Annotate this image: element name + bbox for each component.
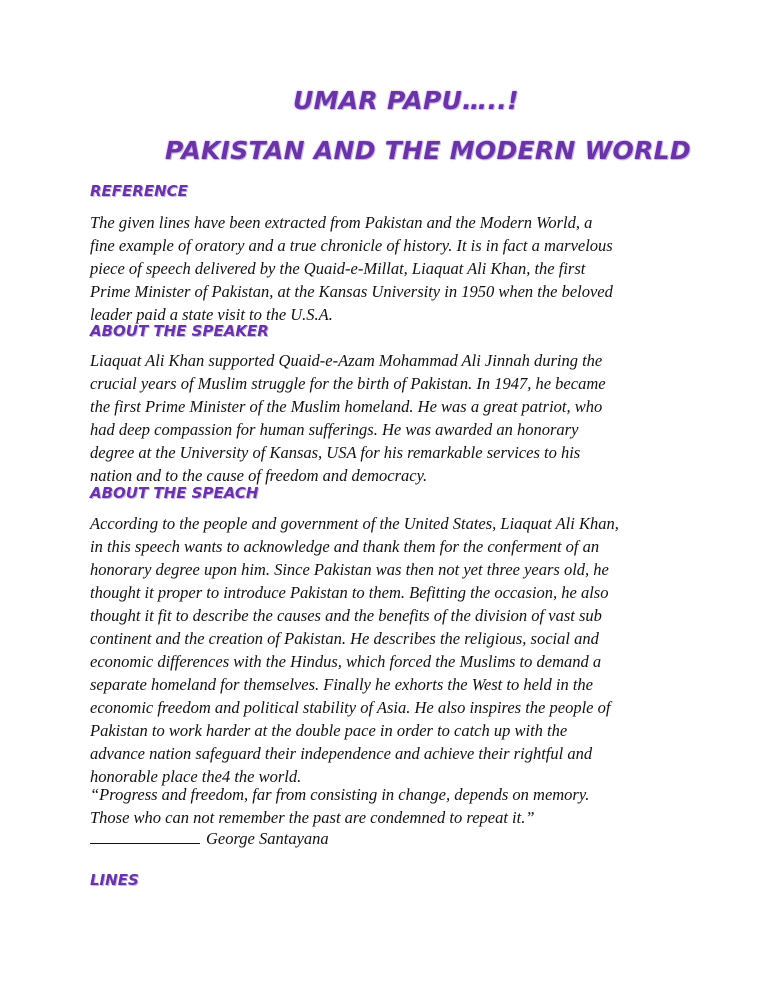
- speech-line: economic freedom and political stability of Asia. He also inspires the people of: [90, 698, 611, 717]
- speaker-heading: ABOUT THE SPEAKER: [90, 322, 269, 340]
- speech-heading: ABOUT THE SPEACH: [90, 484, 259, 502]
- quote-line: Those who can not remember the past are condemned to repeat it.”: [90, 808, 535, 827]
- speaker-line: Liaquat Ali Khan supported Quaid-e-Azam Mohammad Ali Jinnah during the: [90, 351, 603, 370]
- speech-line: in this speech wants to acknowledge and thank them for the conferment of an: [90, 537, 600, 556]
- speech-line: Pakistan to work harder at the double pace in order to catch up with the: [90, 721, 568, 740]
- speech-line: thought it fit to describe the causes and the benefits of the division of vast sub: [90, 606, 602, 625]
- speech-line: advance nation safeguard their independence and achieve their rightful and: [90, 744, 593, 763]
- quote-attribution: [90, 829, 329, 849]
- speech-line: thought it proper to introduce Pakistan to them. Befitting the occasion, he also: [90, 583, 609, 602]
- speech-line: honorary degree upon him. Since Pakistan was then not yet three years old, he: [90, 560, 609, 579]
- author-title: UMAR PAPU…..!: [293, 86, 519, 115]
- reference-heading: REFERENCE: [90, 182, 188, 200]
- speaker-line: nation and to the cause of freedom and democracy.: [90, 466, 428, 485]
- reference-paragraph: [90, 211, 690, 326]
- speaker-line: the first Prime Minister of the Muslim homeland. He was a great patriot, who: [90, 397, 603, 416]
- reference-line: The given lines have been extracted from Pakistan and the Modern World, a: [90, 213, 593, 232]
- speaker-line: degree at the University of Kansas, USA for his remarkable services to his: [90, 443, 581, 462]
- speech-line: continent and the creation of Pakistan. He describes the religious, social and: [90, 629, 599, 648]
- quote-author: George Santayana: [206, 829, 329, 848]
- document-title: PAKISTAN AND THE MODERN WORLD: [165, 136, 691, 165]
- speech-line: economic differences with the Hindus, which forced the Muslims to demand a: [90, 652, 602, 671]
- speaker-line: crucial years of Muslim struggle for the birth of Pakistan. In 1947, he became: [90, 374, 606, 393]
- signature-rule: [90, 843, 200, 844]
- speaker-paragraph: [90, 349, 690, 487]
- quote-block: [90, 783, 589, 829]
- reference-line: fine example of oratory and a true chronicle of history. It is in fact a marvelous: [90, 236, 613, 255]
- reference-line: piece of speech delivered by the Quaid-e-Millat, Liaquat Ali Khan, the first: [90, 259, 586, 278]
- reference-line: Prime Minister of Pakistan, at the Kansas University in 1950 when the beloved: [90, 282, 613, 301]
- speech-line: According to the people and government of the United States, Liaquat Ali Khan,: [90, 514, 619, 533]
- speech-line: honorable place the4 the world.: [90, 767, 302, 786]
- lines-heading: LINES: [90, 871, 139, 889]
- reference-line: leader paid a state visit to the U.S.A.: [90, 305, 333, 324]
- speech-paragraph: [90, 512, 690, 788]
- speaker-line: had deep compassion for human sufferings. He was awarded an honorary: [90, 420, 579, 439]
- quote-line: “Progress and freedom, far from consisting in change, depends on memory.: [90, 785, 590, 804]
- speech-line: separate homeland for themselves. Finally he exhorts the West to held in the: [90, 675, 594, 694]
